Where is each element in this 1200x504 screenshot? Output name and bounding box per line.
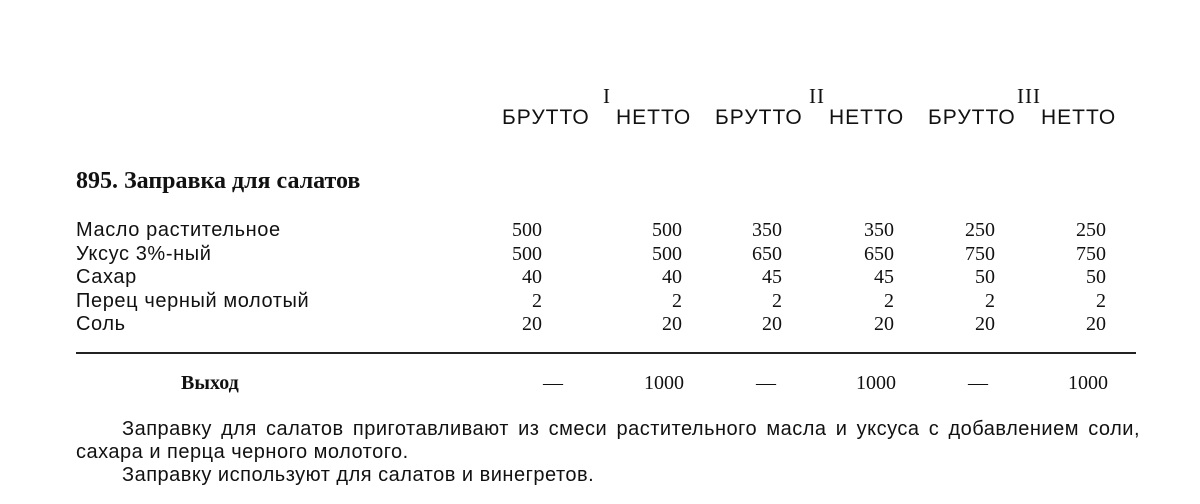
table-divider	[76, 352, 1136, 354]
column-group-1: I	[603, 84, 611, 108]
column-group-2: II	[809, 84, 825, 108]
yield-row	[0, 370, 1200, 396]
ingredient-name: Масло растительное	[76, 219, 281, 241]
yield-value: 1000	[1068, 372, 1108, 394]
ingredient-value: 20	[522, 313, 542, 335]
ingredient-value: 2	[772, 289, 782, 312]
column-header-brutto-3: БРУТТО	[928, 106, 1016, 129]
table-row	[76, 243, 1126, 267]
yield-value: 1000	[856, 372, 896, 394]
table-row	[76, 313, 1126, 337]
ingredient-value: 20	[975, 313, 995, 335]
ingredient-name: Соль	[76, 313, 126, 335]
table-row	[76, 219, 1126, 243]
ingredient-value: 2	[985, 289, 995, 312]
column-header-netto-2: НЕТТО	[829, 106, 905, 129]
ingredient-value: 20	[1086, 313, 1106, 335]
yield-label: Выход	[181, 372, 239, 394]
ingredient-value: 350	[752, 219, 782, 241]
ingredient-value: 20	[762, 313, 782, 335]
ingredient-value: 350	[864, 219, 894, 241]
ingredient-value: 45	[762, 266, 782, 288]
ingredient-value: 500	[652, 242, 682, 265]
ingredient-name: Перец черный молотый	[76, 289, 310, 312]
ingredient-value: 45	[874, 266, 894, 288]
ingredient-value: 50	[1086, 266, 1106, 288]
recipe-title: 895. Заправка для салатов	[76, 168, 361, 194]
description-paragraph: Заправку для салатов приготавливают из смеси растительного масла и уксуса с добавлением соли, сахара и перца черного молотого.	[76, 418, 1140, 463]
table-row	[76, 266, 1126, 290]
table-row	[76, 290, 1126, 314]
ingredient-value: 250	[965, 219, 995, 241]
ingredient-name: Уксус 3%-ный	[76, 242, 212, 265]
ingredient-value: 500	[512, 219, 542, 241]
yield-value: —	[756, 372, 776, 394]
yield-value: —	[968, 372, 988, 394]
description-paragraph: Заправку используют для салатов и винегретов.	[122, 464, 595, 486]
column-header-brutto-2: БРУТТО	[715, 106, 803, 129]
column-group-3: III	[1017, 84, 1041, 108]
ingredient-value: 250	[1076, 219, 1106, 241]
ingredient-value: 20	[874, 313, 894, 335]
ingredient-value: 750	[965, 242, 995, 265]
ingredient-value: 500	[512, 242, 542, 265]
ingredient-value: 750	[1076, 242, 1106, 265]
column-header-brutto-1: БРУТТО	[502, 106, 590, 129]
ingredient-name: Сахар	[76, 266, 137, 288]
recipe-description	[76, 418, 1140, 487]
ingredient-value: 2	[884, 289, 894, 312]
column-header-netto-3: НЕТТО	[1041, 106, 1117, 129]
ingredient-value: 20	[662, 313, 682, 335]
yield-value: —	[543, 372, 563, 394]
ingredient-value: 2	[672, 289, 682, 312]
column-header-netto-1: НЕТТО	[616, 106, 692, 129]
ingredient-value: 650	[752, 242, 782, 265]
ingredient-value: 50	[975, 266, 995, 288]
ingredient-value: 650	[864, 242, 894, 265]
ingredient-value: 500	[652, 219, 682, 241]
ingredient-value: 40	[522, 266, 542, 288]
ingredient-value: 40	[662, 266, 682, 288]
yield-value: 1000	[644, 372, 684, 394]
ingredient-value: 2	[1096, 289, 1106, 312]
ingredients-table	[76, 219, 1126, 337]
ingredient-value: 2	[532, 289, 542, 312]
